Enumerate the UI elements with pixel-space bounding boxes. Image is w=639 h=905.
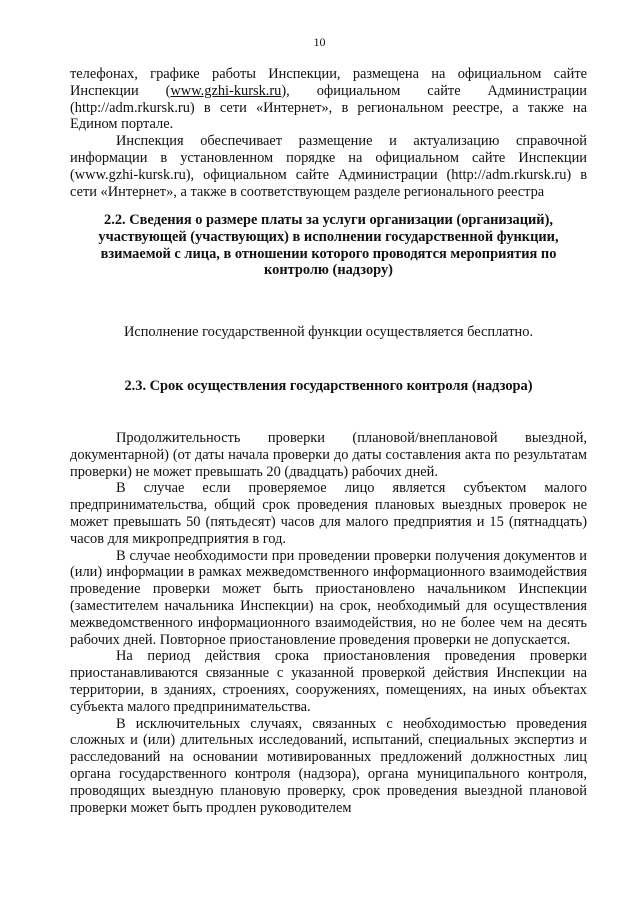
section-2-3-body xyxy=(70,430,587,816)
intro-paragraph-block xyxy=(70,66,587,200)
section-2-2-text: Исполнение государственной функции осуществляется бесплатно. xyxy=(123,324,534,340)
gzhi-site-link[interactable]: www.gzhi-kursk.ru xyxy=(170,82,282,99)
section-2-3-paragraph-2: В случае если проверяемое лицо является субъектом малого предпринимательства, общий срок проведения плановых выездных проверок не может превышать 50 (пятьдесят) часов для малого предприятия и 15 (пятнадцать) часов для микропредприятия в год. xyxy=(70,480,587,547)
placement-paragraph: Инспекция обеспечивает размещение и актуализацию справочной информации в установленном порядке на официальном сайте Инспекции (www.gzhi-kursk.ru), официальном сайте Администрации (http://adm.rkursk.ru) в сети «Интернет», а также в соответствующем разделе регионального реестра xyxy=(70,133,587,200)
section-2-3-paragraph-4: На период действия срока приостановления проведения проверки приостанавливаются связанные с указанной проверкой действия Инспекции на территории, в зданиях, строениях, сооружениях, помещениях, на иных объектах субъекта малого предпринимательства. xyxy=(70,648,587,715)
section-2-3-paragraph-1: Продолжительность проверки (плановой/внеплановой выездной, документарной) (от даты начала проверки до даты составления акта по результатам проверки) не может превышать 20 (двадцать) рабочих дней. xyxy=(70,430,587,480)
intro-text-part1: телефонах, графике работы Инспекции, размещена на официальном сайте Инспекции ( xyxy=(70,66,587,99)
section-2-3-paragraph-3: В случае необходимости при проведении проверки получения документов и (или) информации в рамках межведомственного информационного взаимодействия проведение проверки может быть приостановлено начальником Инспекции (заместителем начальника Инспекции) на срок, необходимый для осуществления межведомственного информационного взаимодействия, но не более чем на десять рабочих дней. Повторное приостановление проведения проверки не допускается. xyxy=(70,547,587,648)
intro-paragraph xyxy=(70,66,587,133)
section-2-3-heading: 2.3. Срок осуществления государственного контроля (надзора) xyxy=(124,378,533,394)
section-2-3-paragraph-5: В исключительных случаях, связанных с необходимостью проведения сложных и (или) длительных исследований, испытаний, специальных экспертиз и расследований на основании мотивированных предложений должностных лиц органа государственного контроля (надзора), органа муниципального контроля, проводящих выездную плановую проверку, срок проведения выездной плановой проверки может быть продлен руководителем xyxy=(70,715,587,816)
intro-text-part2: ), официальном сайте Администрации (http://adm.rkursk.ru) в сети «Интернет», в региональном реестре, а также на Едином портале. xyxy=(70,82,587,133)
section-2-2-heading: 2.2. Сведения о размере платы за услуги организации (организаций), участвующей (участвующих) в исполнении государственной функции, взимаемой с лица, в отношении которого проводятся мероприятия по контролю (надзору) xyxy=(98,212,559,279)
page-number: 10 xyxy=(313,35,326,49)
